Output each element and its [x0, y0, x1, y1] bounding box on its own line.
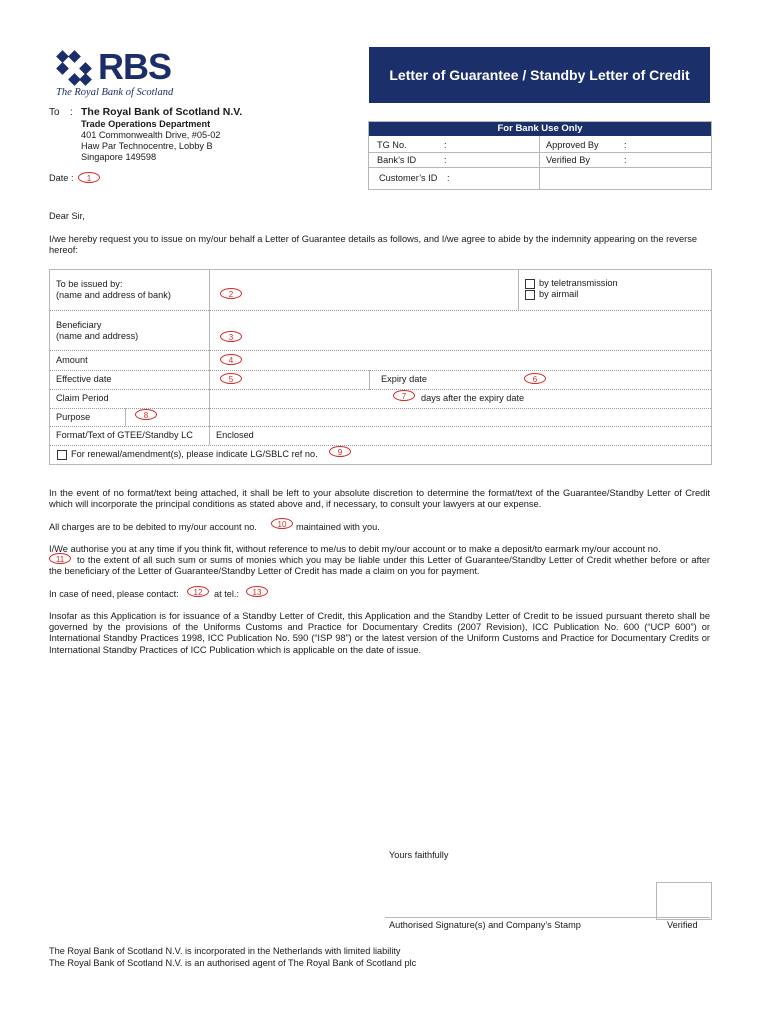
no-format-paragraph: In the event of no format/text being attached, it shall be left to your absolute discretion to determine the format/text of the Guarantee/Standby Letter of Credit which will incorporate the principal conditions as stated above and, if necessary, to consult your lawyers at our expense.: [49, 488, 710, 510]
marker-1: 1: [78, 172, 100, 183]
amount-label: Amount: [56, 355, 88, 365]
to-colon: :: [70, 107, 73, 118]
authorise-paragraph-rest: to the extent of all such sum or sums of monies which you may be liable under this Letter of Guarantee/Standby Letter of Credit whether before or after the beneficiary of the Letter of Guarantee/Standby Letter of Credit has made a claim on you for payment.: [49, 555, 710, 577]
tg-no-label: TG No.: [377, 140, 407, 150]
contact-tel-field[interactable]: [246, 586, 268, 597]
teletransmission-checkbox[interactable]: [525, 279, 535, 289]
marker-10: 10: [271, 518, 293, 529]
renewal-checkbox[interactable]: [57, 450, 67, 460]
verified-label: Verified: [667, 920, 698, 930]
purpose-field[interactable]: [135, 409, 535, 422]
bank-use-header: For Bank Use Only: [369, 122, 711, 136]
account-no-field[interactable]: [271, 518, 293, 529]
renewal-label: For renewal/amendment(s), please indicate LG/SBLC ref no.: [71, 449, 318, 459]
bank-name: The Royal Bank of Scotland N.V.: [81, 106, 243, 118]
issued-by-label: To be issued by:: [56, 279, 123, 289]
footer-line-1: The Royal Bank of Scotland N.V. is incorporated in the Netherlands with limited liability: [49, 946, 401, 956]
signature-line: [385, 917, 710, 918]
form-title: Letter of Guarantee / Standby Letter of Credit: [369, 47, 710, 103]
marker-7: 7: [393, 390, 415, 401]
banks-id-label: Bank’s ID: [377, 155, 417, 165]
customers-id-label: Customer’s ID: [379, 173, 438, 183]
enclosed-label: Enclosed: [216, 430, 254, 440]
issued-by-sublabel: (name and address of bank): [56, 290, 171, 300]
effective-date-field[interactable]: [220, 373, 360, 386]
expiry-date-label: Expiry date: [381, 374, 427, 384]
to-label: To: [49, 107, 60, 118]
days-after-expiry-label: days after the expiry date: [421, 393, 525, 403]
insofar-paragraph: Insofar as this Application is for issuance of a Standby Letter of Credit, this Application and the Standby Letter of Credit to be issued pursuant thereto shall be governed by the provisions of the Uniforms Customs and Practice for Documentary Credits (2007 Revision), ICC Publication No. 600 (“UCP 600”) or International Standby Practices 1998, ICC Publication No. 590 (“ISP 98”) or the latest version of the Uniform Customs and Practice for Documentary Credits or International Standby Practices of ICC Publication which is applicable on the date of issue.: [49, 611, 710, 655]
daisy-wheel-icon: [54, 50, 94, 86]
teletransmission-label: by teletransmission: [539, 278, 618, 288]
date-field[interactable]: [78, 172, 100, 183]
marker-3: 3: [220, 331, 242, 342]
contact-text: In case of need, please contact:: [49, 589, 179, 599]
closing: Yours faithfully: [389, 850, 449, 860]
contact-name-field[interactable]: [187, 586, 209, 597]
claim-period-label: Claim Period: [56, 393, 109, 403]
authorise-paragraph-start: I/We authorise you at any time if you think fit, without reference to me/us to debit my/our account or to make a deposit/to earmark my/our account no.: [49, 544, 661, 554]
marker-11: 11: [49, 553, 71, 564]
marker-13: 13: [246, 586, 268, 597]
beneficiary-field[interactable]: [220, 330, 700, 344]
marker-12: 12: [187, 586, 209, 597]
verified-by-colon: :: [624, 155, 627, 165]
effective-date-label: Effective date: [56, 374, 112, 384]
intro-paragraph: I/we hereby request you to issue on my/our behalf a Letter of Guarantee details as follows, and I/we agree to abide by the indemnity appearing on the reverse hereof:: [49, 234, 698, 256]
tg-no-colon: :: [444, 140, 447, 150]
salutation: Dear Sir,: [49, 211, 85, 221]
airmail-checkbox[interactable]: [525, 290, 535, 300]
airmail-label: by airmail: [539, 289, 579, 299]
guarantee-details-form: [49, 269, 712, 465]
approved-by-label: Approved By: [546, 140, 599, 150]
expiry-date-field[interactable]: [524, 373, 704, 386]
address-line-1: 401 Commonwealth Drive, #05-02: [81, 130, 221, 140]
logo-wordmark: RBS: [98, 46, 172, 87]
recipient-address: [81, 106, 242, 162]
charges-text: All charges are to be debited to my/our account no.: [49, 522, 257, 532]
marker-6: 6: [524, 373, 546, 384]
verified-box[interactable]: [656, 882, 712, 920]
purpose-label: Purpose: [56, 412, 91, 422]
amount-field[interactable]: [220, 354, 700, 367]
date-label: Date :: [49, 173, 74, 183]
customers-id-colon: :: [447, 173, 450, 183]
contact-tel-label: at tel.:: [214, 589, 240, 599]
marker-2: 2: [220, 288, 242, 299]
bank-use-panel: [368, 121, 712, 190]
verified-by-label: Verified By: [546, 155, 590, 165]
banks-id-colon: :: [444, 155, 447, 165]
approved-by-colon: :: [624, 140, 627, 150]
marker-9: 9: [329, 446, 351, 457]
claim-period-field[interactable]: [393, 390, 415, 403]
renewal-ref-field[interactable]: [329, 446, 351, 457]
marker-5: 5: [220, 373, 242, 384]
marker-4: 4: [220, 354, 242, 365]
beneficiary-sublabel: (name and address): [56, 331, 139, 341]
issuing-bank-field[interactable]: [220, 287, 510, 301]
charges-text-end: maintained with you.: [296, 522, 380, 532]
address-line-2: Haw Par Technocentre, Lobby B: [81, 141, 213, 151]
address-line-3: Singapore 149598: [81, 152, 157, 162]
logo-subtitle: The Royal Bank of Scotland: [56, 87, 174, 98]
format-text-label: Format/Text of GTEE/Standby LC: [56, 430, 193, 440]
department: Trade Operations Department: [81, 119, 211, 129]
authorised-signature-label: Authorised Signature(s) and Company’s Stamp: [389, 920, 581, 930]
rbs-logo: [54, 46, 174, 102]
marker-8: 8: [135, 409, 157, 420]
beneficiary-label: Beneficiary: [56, 320, 102, 330]
footer-line-2: The Royal Bank of Scotland N.V. is an authorised agent of The Royal Bank of Scotland plc: [49, 958, 417, 968]
